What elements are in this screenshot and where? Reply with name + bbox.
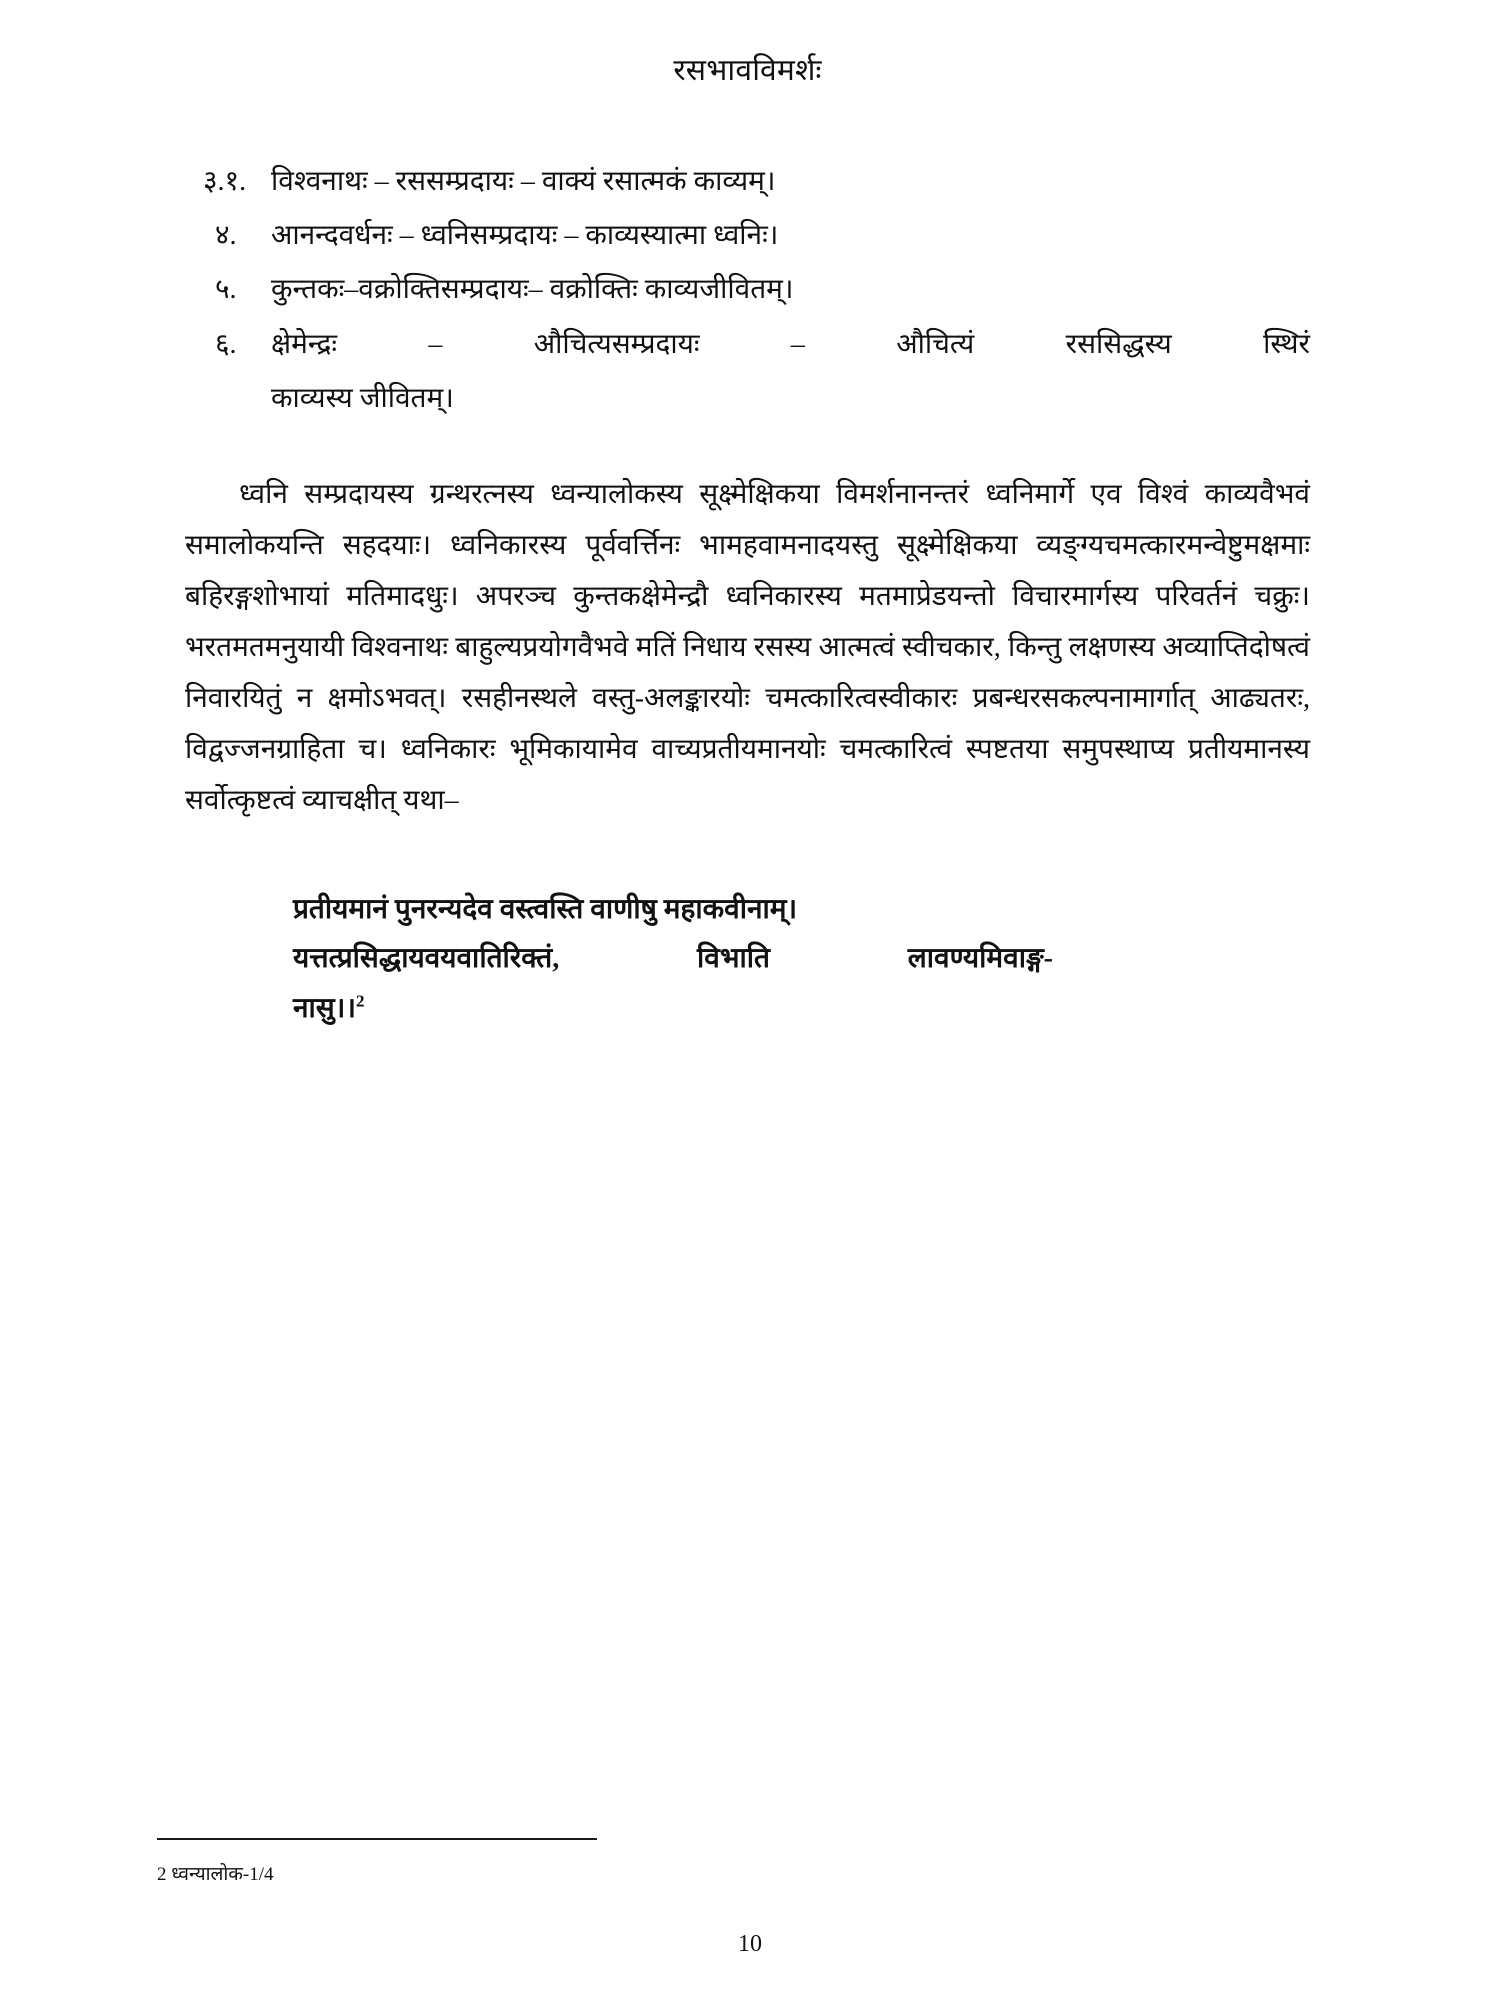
- list-item: [185, 322, 1310, 368]
- list-item: [185, 267, 1310, 313]
- list-item-text: कुन्तकः–वक्रोक्तिसम्प्रदायः– वक्रोक्तिः काव्यजीवितम्।: [271, 274, 794, 306]
- list-item-continuation-text: काव्यस्य जीवितम्।: [271, 382, 454, 414]
- footnote-marker: 2: [355, 991, 365, 1011]
- list-item-continuation: [185, 376, 1310, 422]
- page-content-area: [157, 0, 1310, 2000]
- verse-line-3-text: नासु।।: [293, 993, 356, 1025]
- list-item-number: ३.१.: [203, 166, 247, 197]
- verse-line-3: [293, 984, 1310, 1034]
- verse-block: [293, 885, 1310, 1034]
- list-item-text: क्षेमेन्द्रः – औचित्यसम्प्रदायः – औचित्यं रससिद्धस्य स्थिरं: [271, 328, 1310, 360]
- list-item: [185, 159, 1310, 205]
- verse-line-1: प्रतीयमानं पुनरन्यदेव वस्त्वस्ति वाणीषु महाकवीनाम्।: [293, 893, 798, 925]
- footnote-text: 2 ध्वन्यालोक-1/4: [157, 1864, 274, 1886]
- paragraph-text: ध्वनि सम्प्रदायस्य ग्रन्थरत्नस्य ध्वन्यालोकस्य सूक्ष्मेक्षिकया विमर्शनानन्तरं ध्वनिमार्गे एव विश्वं काव्यवैभवं समालोकयन्ति सहदयाः। ध्वनिकारस्य पूर्ववर्त्तिनः भामहवामनादयस्तु सूक्ष्मेक्षिकया व्यङ्ग्यचमत्कारमन्वेष्टुमक्षमाः बहिरङ्गशोभायां मतिमादधुः। अपरञ्च कुन्तकक्षेमेन्द्रौ ध्वनिकारस्य मतमाप्रेडयन्तो विचारमार्गस्य परिवर्तनं चक्रुः। भरतमतमनुयायी विश्वनाथः बाहुल्यप्रयोगवैभवे मतिं निधाय रसस्य आत्मत्वं स्वीचकार, किन्तु लक्षणस्य अव्याप्तिदोषत्वं निवारयितुं न क्षमोऽभवत्। रसहीनस्थले वस्तु-अलङ्कारयोः चमत्कारित्वस्वीकारः प्रबन्धरसकल्पनामार्गात् आढ्यतरः, विद्वज्जनग्राहिता च। ध्वनिकारः भूमिकायामेव वाच्यप्रतीयमानयोः चमत्कारित्वं स्पष्टतया समुपस्थाप्य प्रतीयमानस्य सर्वोत्कृष्टत्वं व्याचक्षीत् यथा–: [185, 478, 1310, 816]
- footnote-divider: [157, 1838, 597, 1840]
- verse-line-2: यत्तत्प्रसिद्धायवयवातिरिक्तं, विभाति लावण्यमिवाङ्ग-: [293, 943, 1053, 975]
- page-number: 10: [738, 1931, 762, 1957]
- list-item-number: ५.: [215, 274, 237, 306]
- list-item-number: ६.: [215, 328, 237, 360]
- list-item-text: विश्वनाथः – रससम्प्रदायः – वाक्यं रसात्मकं काव्यम्।: [271, 166, 776, 197]
- list-item-text: आनन्दवर्धनः – ध्वनिसम्प्रदायः – काव्यस्यात्मा ध्वनिः।: [271, 220, 779, 252]
- numbered-list: [185, 159, 1310, 422]
- page-title: रसभावविमर्शः: [673, 54, 822, 87]
- list-item-number: ४.: [215, 220, 237, 252]
- body-paragraph: [185, 470, 1310, 827]
- list-item: [185, 213, 1310, 259]
